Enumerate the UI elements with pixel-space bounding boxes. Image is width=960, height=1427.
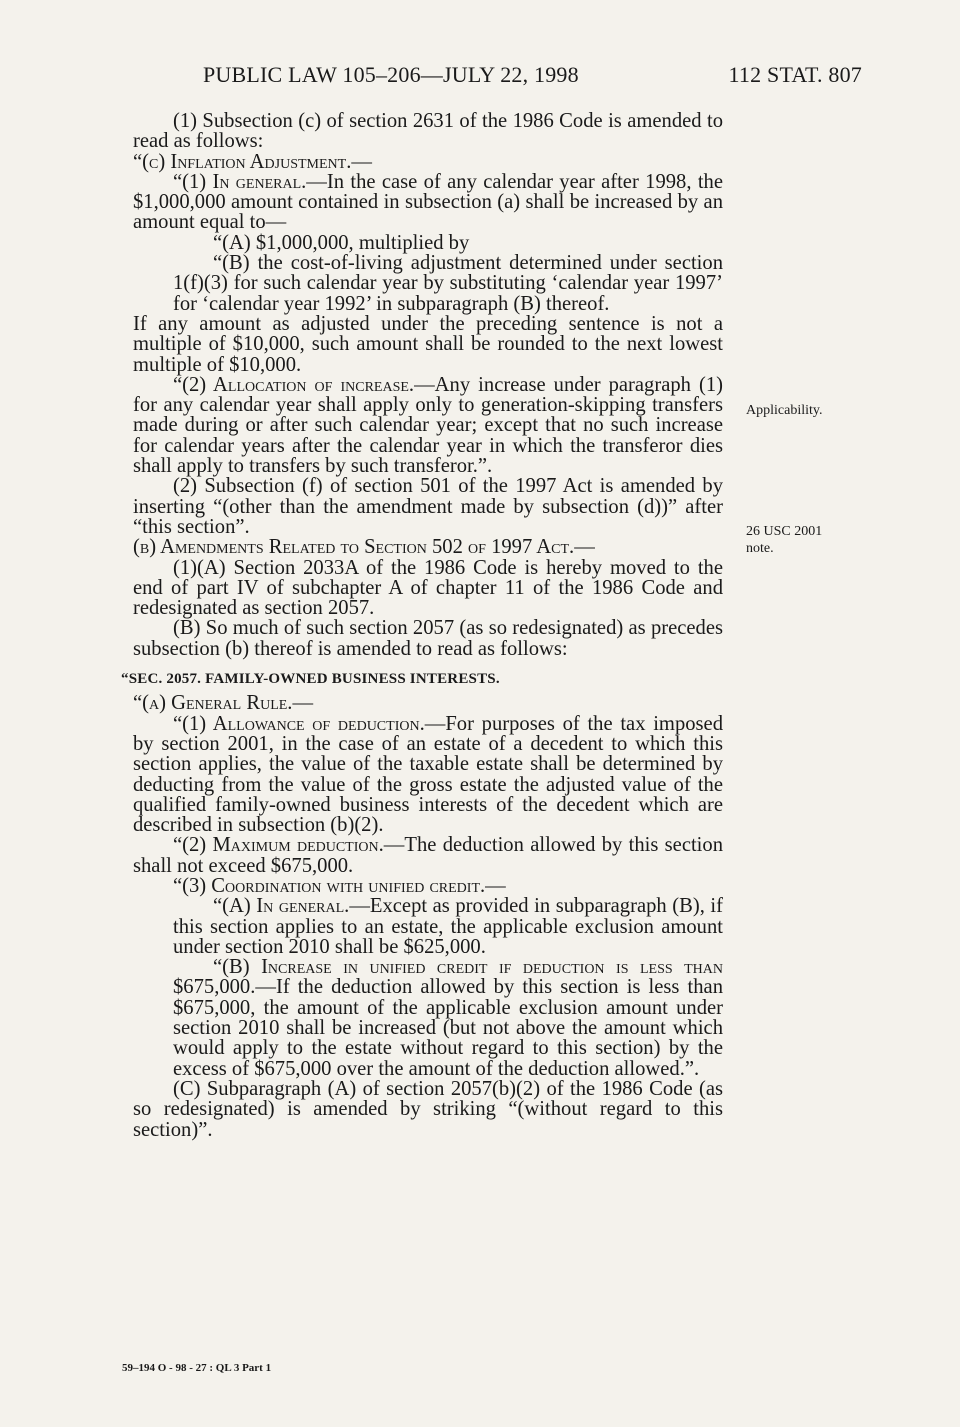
paragraph-text: —For purposes of the tax imposed by section 2001, in the case of an estate of a decedent to which this section applies, the value of the taxable estate shall be determined by deducting from the value of the gross estate the adjusted value of the qualified family-owned business interests of the decedent which are described in subsection (b)(2).	[133, 712, 723, 837]
paragraph-text: —The deduction allowed by this section shall not exceed $675,000.	[133, 834, 723, 877]
paragraph-heading: “(1) Allowance of deduction.	[173, 712, 425, 735]
header-stat-citation: 112 STAT. 807	[728, 62, 862, 87]
paragraph-heading: “(B) Increase in unified credit if deduction is less than $675,000.	[173, 956, 723, 999]
paragraph	[133, 835, 723, 876]
header-title: PUBLIC LAW 105–206—JULY 22, 1998	[203, 62, 579, 87]
document-body	[121, 110, 723, 1141]
paragraph-heading: “(2) Maximum deduction.	[173, 834, 384, 857]
paragraph	[133, 896, 723, 957]
paragraph-text: —In the case of any calendar year after 1998, the $1,000,000 amount contained in subsection (a) shall be increased by an amount equal to—	[133, 170, 723, 234]
subsection-heading: (b) Amendments Related to Section 502 of 1997 Act.—	[133, 536, 595, 559]
margin-note-usc-line: 26 USC 2001	[746, 524, 823, 539]
paragraph	[133, 172, 723, 233]
paragraph-heading: “(A) In general.	[213, 895, 350, 918]
margin-note-usc-line: note.	[746, 541, 774, 556]
paragraph: “(A) $1,000,000, multiplied by	[213, 231, 470, 254]
paragraph: (2) Subsection (f) of section 501 of the 1997 Act is amended by inserting “(other than the amendment made by subsection (d))” after “this section”.	[133, 475, 723, 538]
paragraph-heading: “(3) Coordination with unified credit.—	[173, 874, 506, 897]
paragraph-text: —If the deduction allowed by this section is less than $675,000, the amount of the applicable exclusion amount under section 2010 shall be increased (but not above the amount which would apply to the estate without regard to this section) by the excess of $675,000 over the amount of the deduction allowed.”.	[173, 976, 723, 1080]
paragraph: (B) So much of such section 2057 (as so redesignated) as precedes subsection (b) thereof is amended to read as follows:	[133, 617, 723, 660]
section-heading: “SEC. 2057. FAMILY-OWNED BUSINESS INTERESTS.	[121, 671, 500, 688]
paragraph-heading: “(1) In general.	[173, 170, 307, 193]
paragraph-heading: “(2) Allocation of increase.	[173, 373, 415, 396]
subsection-heading: “(a) General Rule.—	[133, 692, 314, 715]
paragraph: (1) Subsection (c) of section 2631 of the 1986 Code is amended to read as follows:	[133, 110, 723, 153]
subsection-heading: “(c) Inflation Adjustment.—	[133, 150, 372, 173]
paragraph: “(B) the cost-of-living adjustment determined under section 1(f)(3) for such calendar year by substituting ‘calendar year 1997’ for ‘calendar year 1992’ in subparagraph (B) thereof.	[173, 252, 723, 315]
paragraph: If any amount as adjusted under the preceding sentence is not a multiple of $10,000, such amount shall be rounded to the next lowest multiple of $10,000.	[133, 312, 723, 376]
paragraph-text: —Any increase under paragraph (1) for any calendar year shall apply only to generation-skipping transfers made during or after such calendar year; except that no such increase for calendar years after the calendar year in which the transferor dies shall apply to transfers by such transferor.”.	[133, 373, 723, 478]
margin-note-usc	[746, 523, 822, 557]
paragraph: (1)(A) Section 2033A of the 1986 Code is hereby moved to the end of part IV of subchapter A of chapter 11 of the 1986 Code and redesignated as section 2057.	[133, 556, 723, 620]
paragraph	[133, 957, 723, 1079]
page-footer-code: 59–194 O - 98 - 27 : QL 3 Part 1	[122, 1362, 272, 1374]
paragraph	[133, 714, 723, 836]
paragraph-text: —Except as provided in subparagraph (B), if this section applies to an estate, the applicable exclusion amount under section 2010 shall be $625,000.	[173, 895, 723, 958]
paragraph	[133, 375, 723, 476]
margin-note-applicability: Applicability.	[746, 403, 823, 418]
paragraph: (C) Subparagraph (A) of section 2057(b)(2) of the 1986 Code (as so redesignated) is amended by striking “(without regard to this section)”.	[133, 1077, 723, 1141]
